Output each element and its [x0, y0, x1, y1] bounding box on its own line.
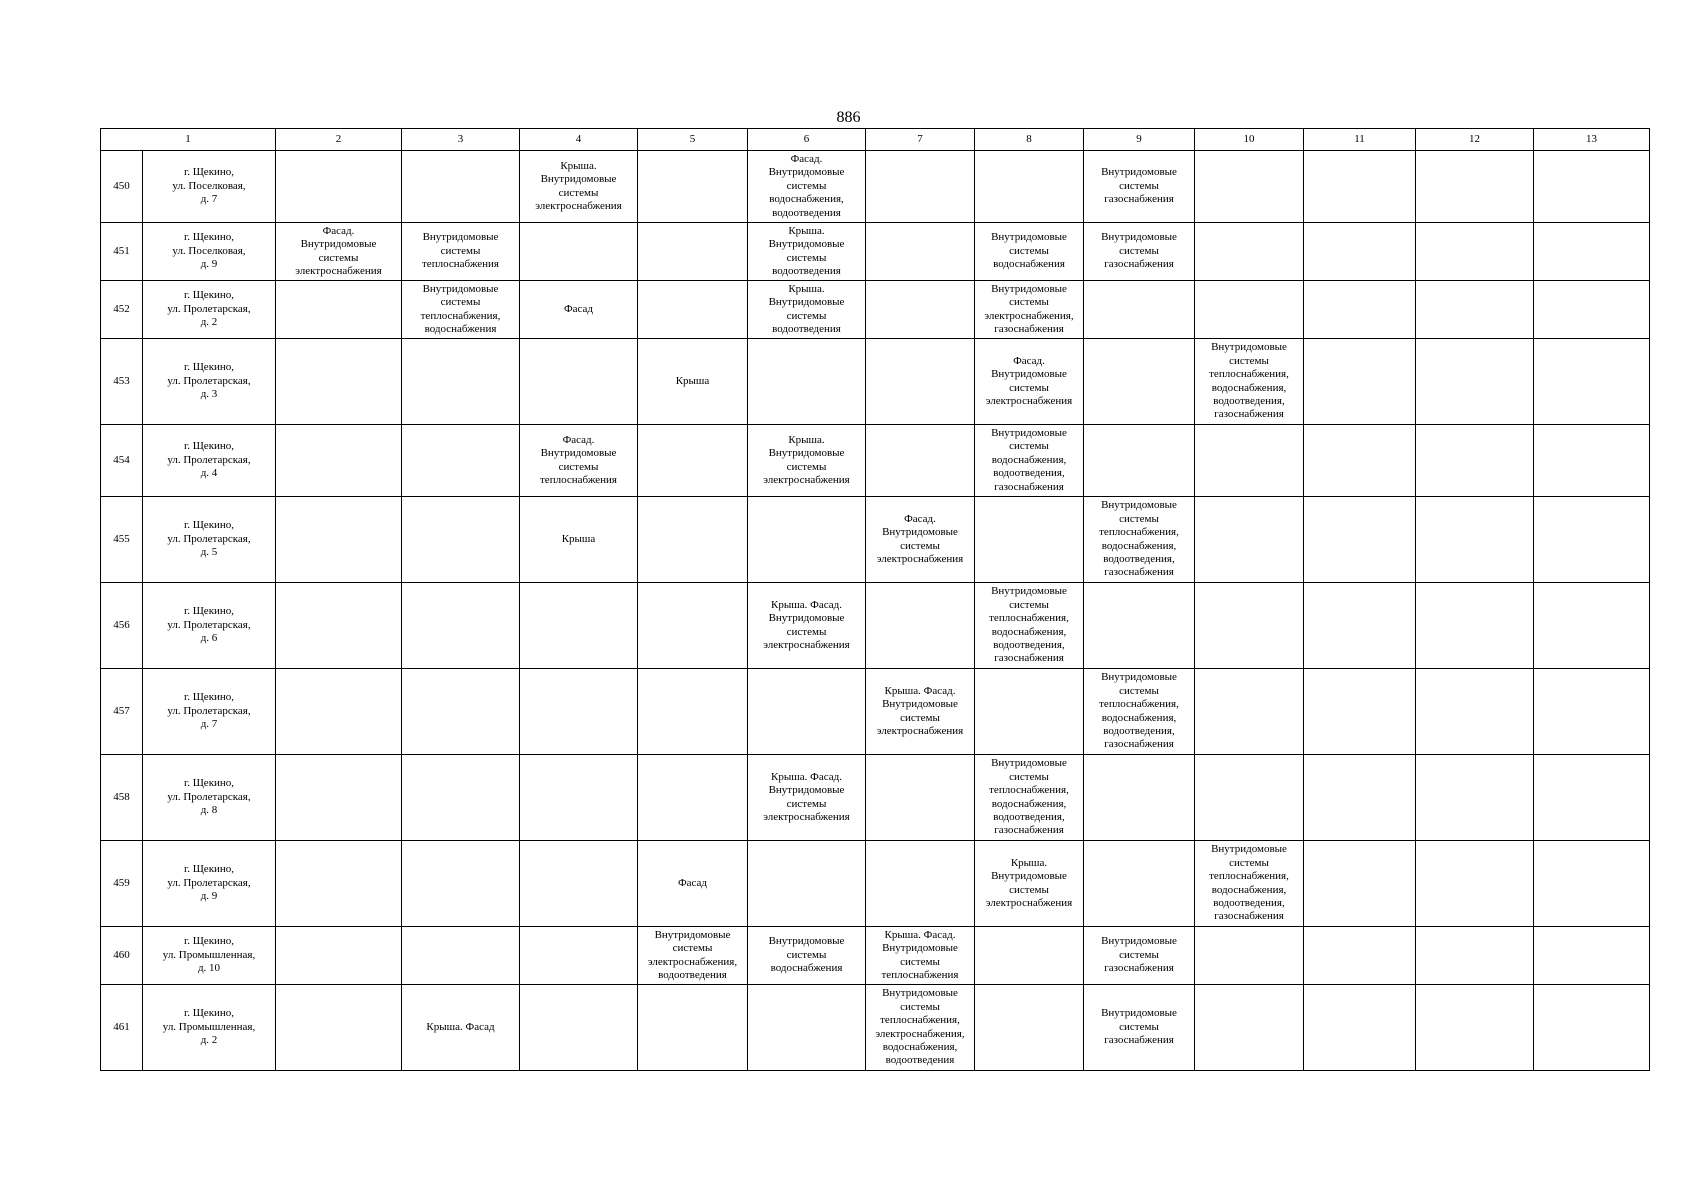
work-cell: Крыша. Внутридомовые системы электроснабжения — [748, 425, 866, 497]
work-cell: Внутридомовые системы электроснабжения, газоснабжения — [975, 281, 1084, 339]
work-cell — [402, 841, 520, 927]
work-cell: Крыша. Фасад. Внутридомовые системы электроснабжения — [866, 669, 975, 755]
work-cell — [866, 755, 975, 841]
work-cell: Фасад. Внутридомовые системы электроснабжения — [276, 223, 402, 281]
work-cell — [402, 755, 520, 841]
work-cell — [1416, 223, 1534, 281]
work-cell — [1416, 669, 1534, 755]
work-cell — [1304, 841, 1416, 927]
work-cell — [866, 339, 975, 425]
work-cell — [520, 841, 638, 927]
work-cell: Фасад — [638, 841, 748, 927]
address-cell: г. Щекино, ул. Поселковая, д. 7 — [143, 151, 276, 223]
table-row — [101, 841, 1650, 927]
column-header: 10 — [1195, 129, 1304, 151]
address-cell: г. Щекино, ул. Поселковая, д. 9 — [143, 223, 276, 281]
work-cell — [276, 497, 402, 583]
row-number: 454 — [101, 425, 143, 497]
work-cell — [1534, 497, 1650, 583]
work-cell — [866, 223, 975, 281]
work-cell — [866, 281, 975, 339]
column-header: 2 — [276, 129, 402, 151]
work-cell — [402, 151, 520, 223]
work-cell: Внутридомовые системы теплоснабжения — [402, 223, 520, 281]
row-number: 459 — [101, 841, 143, 927]
work-cell — [1304, 497, 1416, 583]
work-cell — [1416, 985, 1534, 1071]
address-cell: г. Щекино, ул. Пролетарская, д. 8 — [143, 755, 276, 841]
work-cell — [866, 583, 975, 669]
work-cell — [1534, 281, 1650, 339]
column-header: 4 — [520, 129, 638, 151]
work-cell — [638, 281, 748, 339]
work-cell — [276, 755, 402, 841]
work-cell — [402, 425, 520, 497]
table-row — [101, 339, 1650, 425]
work-cell — [1304, 985, 1416, 1071]
row-number: 453 — [101, 339, 143, 425]
column-header: 12 — [1416, 129, 1534, 151]
address-cell: г. Щекино, ул. Промышленная, д. 10 — [143, 927, 276, 985]
work-cell: Внутридомовые системы теплоснабжения, водоснабжения, водоотведения, газоснабжения — [1195, 841, 1304, 927]
table-row — [101, 497, 1650, 583]
work-cell — [520, 669, 638, 755]
work-cell: Фасад. Внутридомовые системы теплоснабжения — [520, 425, 638, 497]
row-number: 450 — [101, 151, 143, 223]
work-cell: Внутридомовые системы теплоснабжения, водоснабжения, водоотведения, газоснабжения — [975, 755, 1084, 841]
work-cell: Внутридомовые системы теплоснабжения, водоснабжения, водоотведения, газоснабжения — [975, 583, 1084, 669]
row-number: 451 — [101, 223, 143, 281]
work-cell — [1195, 985, 1304, 1071]
work-cell: Крыша. Внутридомовые системы водоотведения — [748, 223, 866, 281]
work-cell: Внутридомовые системы водоснабжения, водоотведения, газоснабжения — [975, 425, 1084, 497]
work-cell — [276, 985, 402, 1071]
work-cell — [1195, 281, 1304, 339]
work-cell — [1534, 755, 1650, 841]
work-cell — [975, 927, 1084, 985]
work-cell — [1416, 497, 1534, 583]
work-cell: Фасад. Внутридомовые системы электроснабжения — [866, 497, 975, 583]
work-cell — [520, 927, 638, 985]
table-row — [101, 755, 1650, 841]
work-cell — [748, 841, 866, 927]
table-row — [101, 151, 1650, 223]
work-cell: Внутридомовые системы теплоснабжения, электроснабжения, водоснабжения, водоотведения — [866, 985, 975, 1071]
work-cell: Внутридомовые системы газоснабжения — [1084, 927, 1195, 985]
work-cell — [638, 425, 748, 497]
work-cell — [1084, 281, 1195, 339]
work-cell — [866, 425, 975, 497]
work-cell — [748, 669, 866, 755]
page-number: 886 — [836, 109, 861, 126]
column-header: 1 — [101, 129, 276, 151]
work-cell: Крыша — [638, 339, 748, 425]
address-cell: г. Щекино, ул. Пролетарская, д. 6 — [143, 583, 276, 669]
row-number: 458 — [101, 755, 143, 841]
work-cell — [1195, 755, 1304, 841]
work-cell — [1416, 281, 1534, 339]
work-cell: Внутридомовые системы теплоснабжения, водоснабжения — [402, 281, 520, 339]
column-header: 5 — [638, 129, 748, 151]
address-cell: г. Щекино, ул. Пролетарская, д. 9 — [143, 841, 276, 927]
work-cell — [1084, 755, 1195, 841]
work-cell — [1084, 425, 1195, 497]
work-cell: Внутридомовые системы газоснабжения — [1084, 223, 1195, 281]
work-cell: Крыша. Внутридомовые системы электроснабжения — [975, 841, 1084, 927]
work-cell — [402, 583, 520, 669]
work-cell — [1084, 841, 1195, 927]
row-number: 455 — [101, 497, 143, 583]
work-cell — [402, 927, 520, 985]
work-cell — [638, 497, 748, 583]
work-cell — [1084, 583, 1195, 669]
work-cell: Крыша. Внутридомовые системы водоотведения — [748, 281, 866, 339]
column-header: 9 — [1084, 129, 1195, 151]
row-number: 457 — [101, 669, 143, 755]
work-cell — [1195, 223, 1304, 281]
address-cell: г. Щекино, ул. Пролетарская, д. 3 — [143, 339, 276, 425]
work-cell: Фасад — [520, 281, 638, 339]
work-cell — [276, 281, 402, 339]
work-cell: Внутридомовые системы газоснабжения — [1084, 985, 1195, 1071]
work-cell: Внутридомовые системы теплоснабжения, водоснабжения, водоотведения, газоснабжения — [1195, 339, 1304, 425]
work-cell: Внутридомовые системы водоснабжения — [748, 927, 866, 985]
work-cell — [866, 841, 975, 927]
header-row — [101, 129, 1650, 151]
work-cell: Внутридомовые системы теплоснабжения, водоснабжения, водоотведения, газоснабжения — [1084, 497, 1195, 583]
work-cell — [1534, 151, 1650, 223]
address-cell: г. Щекино, ул. Пролетарская, д. 7 — [143, 669, 276, 755]
work-cell — [1195, 669, 1304, 755]
work-cell: Крыша. Фасад. Внутридомовые системы теплоснабжения — [866, 927, 975, 985]
work-cell — [1195, 425, 1304, 497]
column-header: 6 — [748, 129, 866, 151]
address-cell: г. Щекино, ул. Пролетарская, д. 4 — [143, 425, 276, 497]
works-table — [100, 128, 1650, 1071]
table-row — [101, 927, 1650, 985]
work-cell — [638, 755, 748, 841]
table-row — [101, 669, 1650, 755]
work-cell — [520, 223, 638, 281]
work-cell — [975, 497, 1084, 583]
work-cell — [276, 669, 402, 755]
address-cell: г. Щекино, ул. Пролетарская, д. 5 — [143, 497, 276, 583]
work-cell — [1304, 151, 1416, 223]
work-cell — [1534, 669, 1650, 755]
work-cell — [1534, 223, 1650, 281]
work-cell — [1304, 583, 1416, 669]
table-row — [101, 223, 1650, 281]
row-number: 460 — [101, 927, 143, 985]
work-cell — [1304, 755, 1416, 841]
work-cell — [1416, 425, 1534, 497]
work-cell — [1304, 927, 1416, 985]
work-cell — [1416, 841, 1534, 927]
work-cell — [1416, 151, 1534, 223]
work-cell — [1304, 223, 1416, 281]
work-cell — [975, 985, 1084, 1071]
work-cell — [520, 985, 638, 1071]
address-cell: г. Щекино, ул. Промышленная, д. 2 — [143, 985, 276, 1071]
work-cell: Крыша. Фасад. Внутридомовые системы электроснабжения — [748, 583, 866, 669]
work-cell: Внутридомовые системы водоснабжения — [975, 223, 1084, 281]
row-number: 452 — [101, 281, 143, 339]
work-cell — [1304, 281, 1416, 339]
work-cell: Фасад. Внутридомовые системы водоснабжения, водоотведения — [748, 151, 866, 223]
table-row — [101, 985, 1650, 1071]
work-cell — [1534, 339, 1650, 425]
work-cell — [638, 669, 748, 755]
work-cell — [276, 339, 402, 425]
column-header: 11 — [1304, 129, 1416, 151]
work-cell: Внутридомовые системы газоснабжения — [1084, 151, 1195, 223]
work-cell — [520, 755, 638, 841]
work-cell — [276, 841, 402, 927]
work-cell: Внутридомовые системы теплоснабжения, водоснабжения, водоотведения, газоснабжения — [1084, 669, 1195, 755]
work-cell: Крыша — [520, 497, 638, 583]
work-cell — [402, 339, 520, 425]
work-cell — [1304, 339, 1416, 425]
address-cell: г. Щекино, ул. Пролетарская, д. 2 — [143, 281, 276, 339]
work-cell — [276, 425, 402, 497]
work-cell — [748, 985, 866, 1071]
work-cell — [1195, 497, 1304, 583]
table-row — [101, 281, 1650, 339]
work-cell — [276, 151, 402, 223]
work-cell — [638, 985, 748, 1071]
work-cell — [975, 151, 1084, 223]
work-cell — [1195, 583, 1304, 669]
work-cell: Крыша. Фасад — [402, 985, 520, 1071]
work-cell — [1534, 927, 1650, 985]
column-header: 7 — [866, 129, 975, 151]
row-number: 456 — [101, 583, 143, 669]
work-cell — [1416, 339, 1534, 425]
work-cell: Крыша. Фасад. Внутридомовые системы электроснабжения — [748, 755, 866, 841]
work-cell — [975, 669, 1084, 755]
table-row — [101, 583, 1650, 669]
work-cell — [402, 669, 520, 755]
table-row — [101, 425, 1650, 497]
work-cell — [748, 339, 866, 425]
work-cell — [638, 151, 748, 223]
work-cell — [1416, 755, 1534, 841]
work-cell — [1534, 841, 1650, 927]
work-cell — [1416, 927, 1534, 985]
work-cell — [1534, 425, 1650, 497]
work-cell: Крыша. Внутридомовые системы электроснабжения — [520, 151, 638, 223]
work-cell — [1195, 151, 1304, 223]
work-cell — [1534, 583, 1650, 669]
work-cell — [1534, 985, 1650, 1071]
work-cell: Внутридомовые системы электроснабжения, водоотведения — [638, 927, 748, 985]
work-cell — [1195, 927, 1304, 985]
work-cell — [638, 223, 748, 281]
column-header: 3 — [402, 129, 520, 151]
work-cell — [276, 583, 402, 669]
work-cell — [1304, 425, 1416, 497]
work-cell — [520, 583, 638, 669]
work-cell — [638, 583, 748, 669]
column-header: 13 — [1534, 129, 1650, 151]
work-cell — [748, 497, 866, 583]
work-cell — [1304, 669, 1416, 755]
work-cell — [402, 497, 520, 583]
work-cell — [520, 339, 638, 425]
row-number: 461 — [101, 985, 143, 1071]
work-cell — [1084, 339, 1195, 425]
work-cell — [866, 151, 975, 223]
work-cell: Фасад. Внутридомовые системы электроснабжения — [975, 339, 1084, 425]
work-cell — [1416, 583, 1534, 669]
column-header: 8 — [975, 129, 1084, 151]
work-cell — [276, 927, 402, 985]
